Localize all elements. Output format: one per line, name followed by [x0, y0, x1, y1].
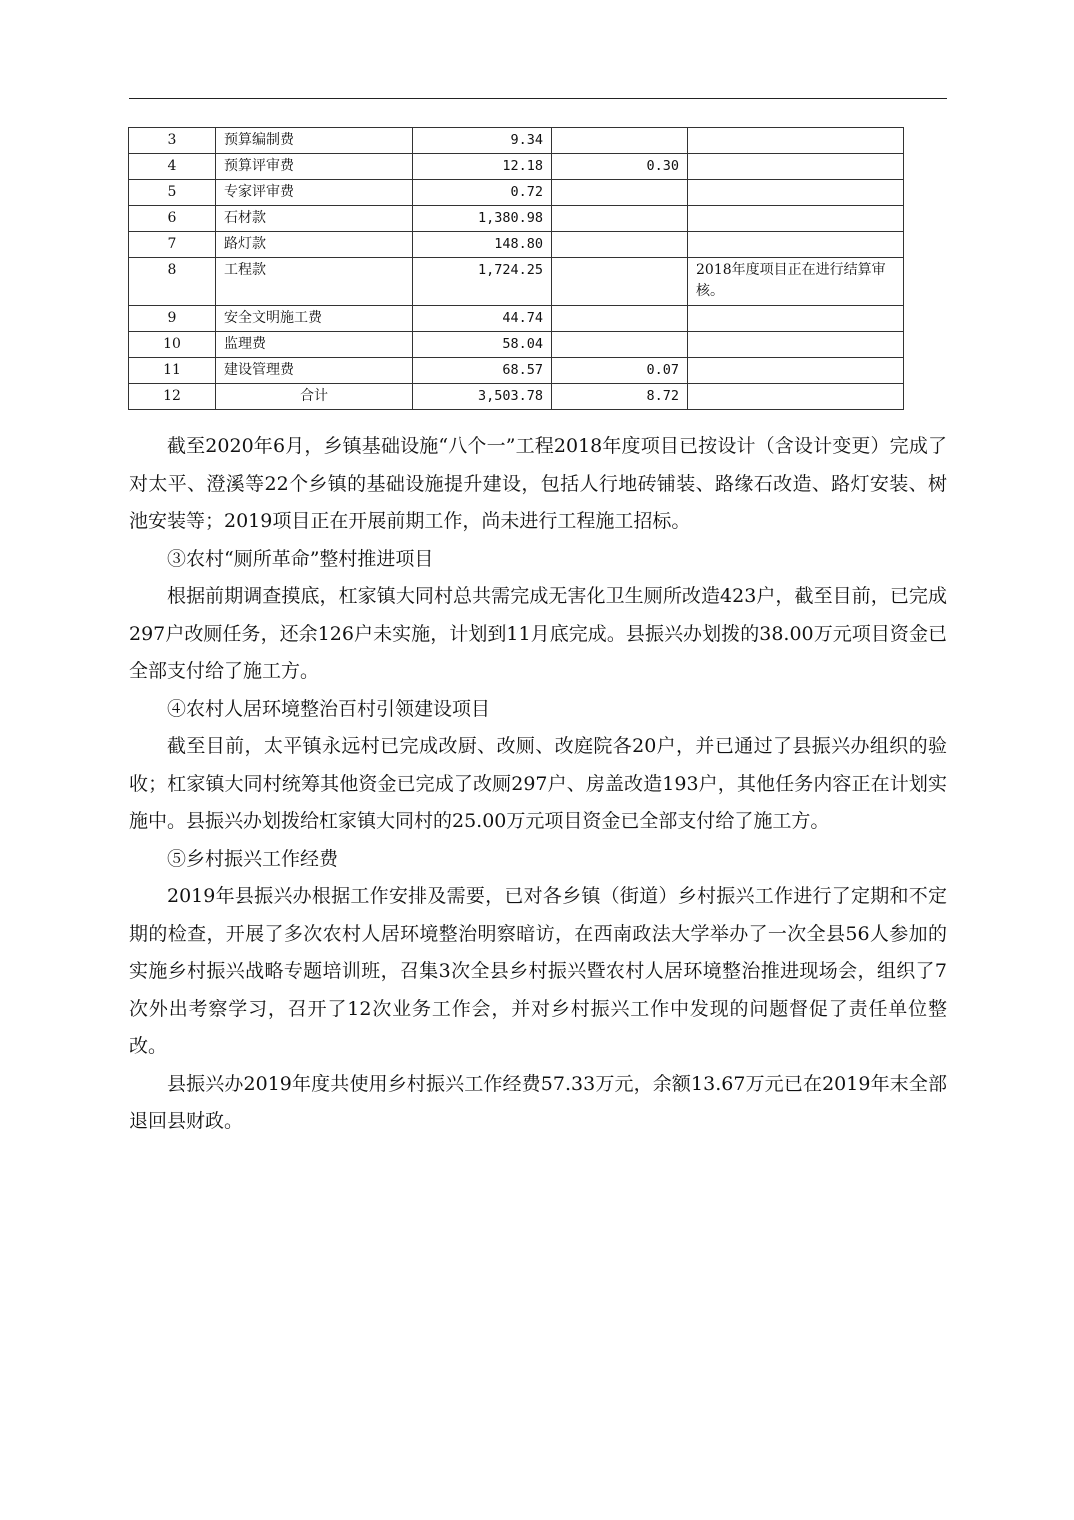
row-amount: 148.80	[413, 232, 552, 258]
row-note	[688, 206, 904, 232]
paragraph: 县振兴办2019年度共使用乡村振兴工作经费57.33万元，余额13.67万元已在2019年末全部退回县财政。	[129, 1072, 947, 1132]
row-item-name: 安全文明施工费	[216, 306, 413, 332]
row-item-name: 建设管理费	[216, 358, 413, 384]
row-number: 3	[129, 128, 216, 154]
table-row	[129, 306, 904, 332]
table-row	[129, 128, 904, 154]
row-number: 6	[129, 206, 216, 232]
row-amount: 44.74	[413, 306, 552, 332]
paragraph: 2019年县振兴办根据工作安排及需要，已对各乡镇（街道）乡村振兴工作进行了定期和不定期的检查，开展了多次农村人居环境整治明察暗访，在西南政法大学举办了一次全县56人参加的实施乡村振兴战略专题培训班，召集3次全县乡村振兴暨农村人居环境整治推进现场会，组织了7次外出考察学习，召开了12次业务工作会，并对乡村振兴工作中发现的问题督促了责任单位整改。	[129, 885, 947, 1057]
row-amount-secondary: 0.07	[552, 358, 688, 384]
row-amount-secondary	[552, 306, 688, 332]
row-amount-secondary: 8.72	[552, 384, 688, 410]
row-number: 10	[129, 332, 216, 358]
row-amount: 58.04	[413, 332, 552, 358]
paragraph: 截至2020年6月，乡镇基础设施“八个一”工程2018年度项目已按设计（含设计变更）完成了对太平、澄溪等22个乡镇的基础设施提升建设，包括人行地砖铺装、路缘石改造、路灯安装、树池安装等；2019项目正在开展前期工作，尚未进行工程施工招标。	[129, 435, 947, 532]
row-amount-secondary	[552, 258, 688, 306]
row-note	[688, 358, 904, 384]
row-number: 9	[129, 306, 216, 332]
row-item-name: 石材款	[216, 206, 413, 232]
row-note	[688, 154, 904, 180]
row-note	[688, 332, 904, 358]
budget-table-body	[129, 128, 904, 410]
paragraph: ④农村人居环境整治百村引领建设项目	[167, 697, 491, 720]
row-amount: 1,380.98	[413, 206, 552, 232]
row-item-name: 监理费	[216, 332, 413, 358]
row-note	[688, 306, 904, 332]
row-note	[688, 180, 904, 206]
table-row	[129, 154, 904, 180]
row-amount: 12.18	[413, 154, 552, 180]
row-number: 12	[129, 384, 216, 410]
row-amount: 68.57	[413, 358, 552, 384]
table-row	[129, 232, 904, 258]
row-amount: 0.72	[413, 180, 552, 206]
row-amount-secondary	[552, 128, 688, 154]
row-item-name: 合计	[216, 384, 413, 410]
row-number: 11	[129, 358, 216, 384]
row-item-name: 路灯款	[216, 232, 413, 258]
table-row	[129, 206, 904, 232]
row-item-name: 预算评审费	[216, 154, 413, 180]
paragraph: 根据前期调查摸底，杠家镇大同村总共需完成无害化卫生厕所改造423户，截至目前，已完成297户改厕任务，还余126户未实施，计划到11月底完成。县振兴办划拨的38.00万元项目资金已全部支付给了施工方。	[129, 585, 947, 682]
row-amount: 9.34	[413, 128, 552, 154]
row-number: 8	[129, 258, 216, 306]
row-amount-secondary: 0.30	[552, 154, 688, 180]
table-row	[129, 358, 904, 384]
row-number: 5	[129, 180, 216, 206]
row-item-name: 专家评审费	[216, 180, 413, 206]
paragraph: ③农村“厕所革命”整村推进项目	[167, 547, 434, 570]
body-text	[129, 428, 947, 1141]
row-number: 4	[129, 154, 216, 180]
row-amount-secondary	[552, 180, 688, 206]
row-amount-secondary	[552, 332, 688, 358]
budget-table	[128, 127, 904, 410]
row-item-name: 工程款	[216, 258, 413, 306]
header-rule	[129, 98, 947, 99]
paragraph: ⑤乡村振兴工作经费	[167, 847, 339, 870]
row-number: 7	[129, 232, 216, 258]
table-row	[129, 180, 904, 206]
row-note	[688, 384, 904, 410]
row-amount: 3,503.78	[413, 384, 552, 410]
table-row	[129, 384, 904, 410]
paragraph: 截至目前，太平镇永远村已完成改厨、改厕、改庭院各20户，并已通过了县振兴办组织的验收；杠家镇大同村统筹其他资金已完成了改厕297户、房盖改造193户，其他任务内容正在计划实施中。县振兴办划拨给杠家镇大同村的25.00万元项目资金已全部支付给了施工方。	[129, 735, 947, 832]
row-note	[688, 128, 904, 154]
row-amount-secondary	[552, 232, 688, 258]
table-row	[129, 332, 904, 358]
row-note	[688, 232, 904, 258]
row-note: 2018年度项目正在进行结算审核。	[688, 258, 904, 306]
row-amount: 1,724.25	[413, 258, 552, 306]
row-amount-secondary	[552, 206, 688, 232]
row-item-name: 预算编制费	[216, 128, 413, 154]
table-row	[129, 258, 904, 306]
